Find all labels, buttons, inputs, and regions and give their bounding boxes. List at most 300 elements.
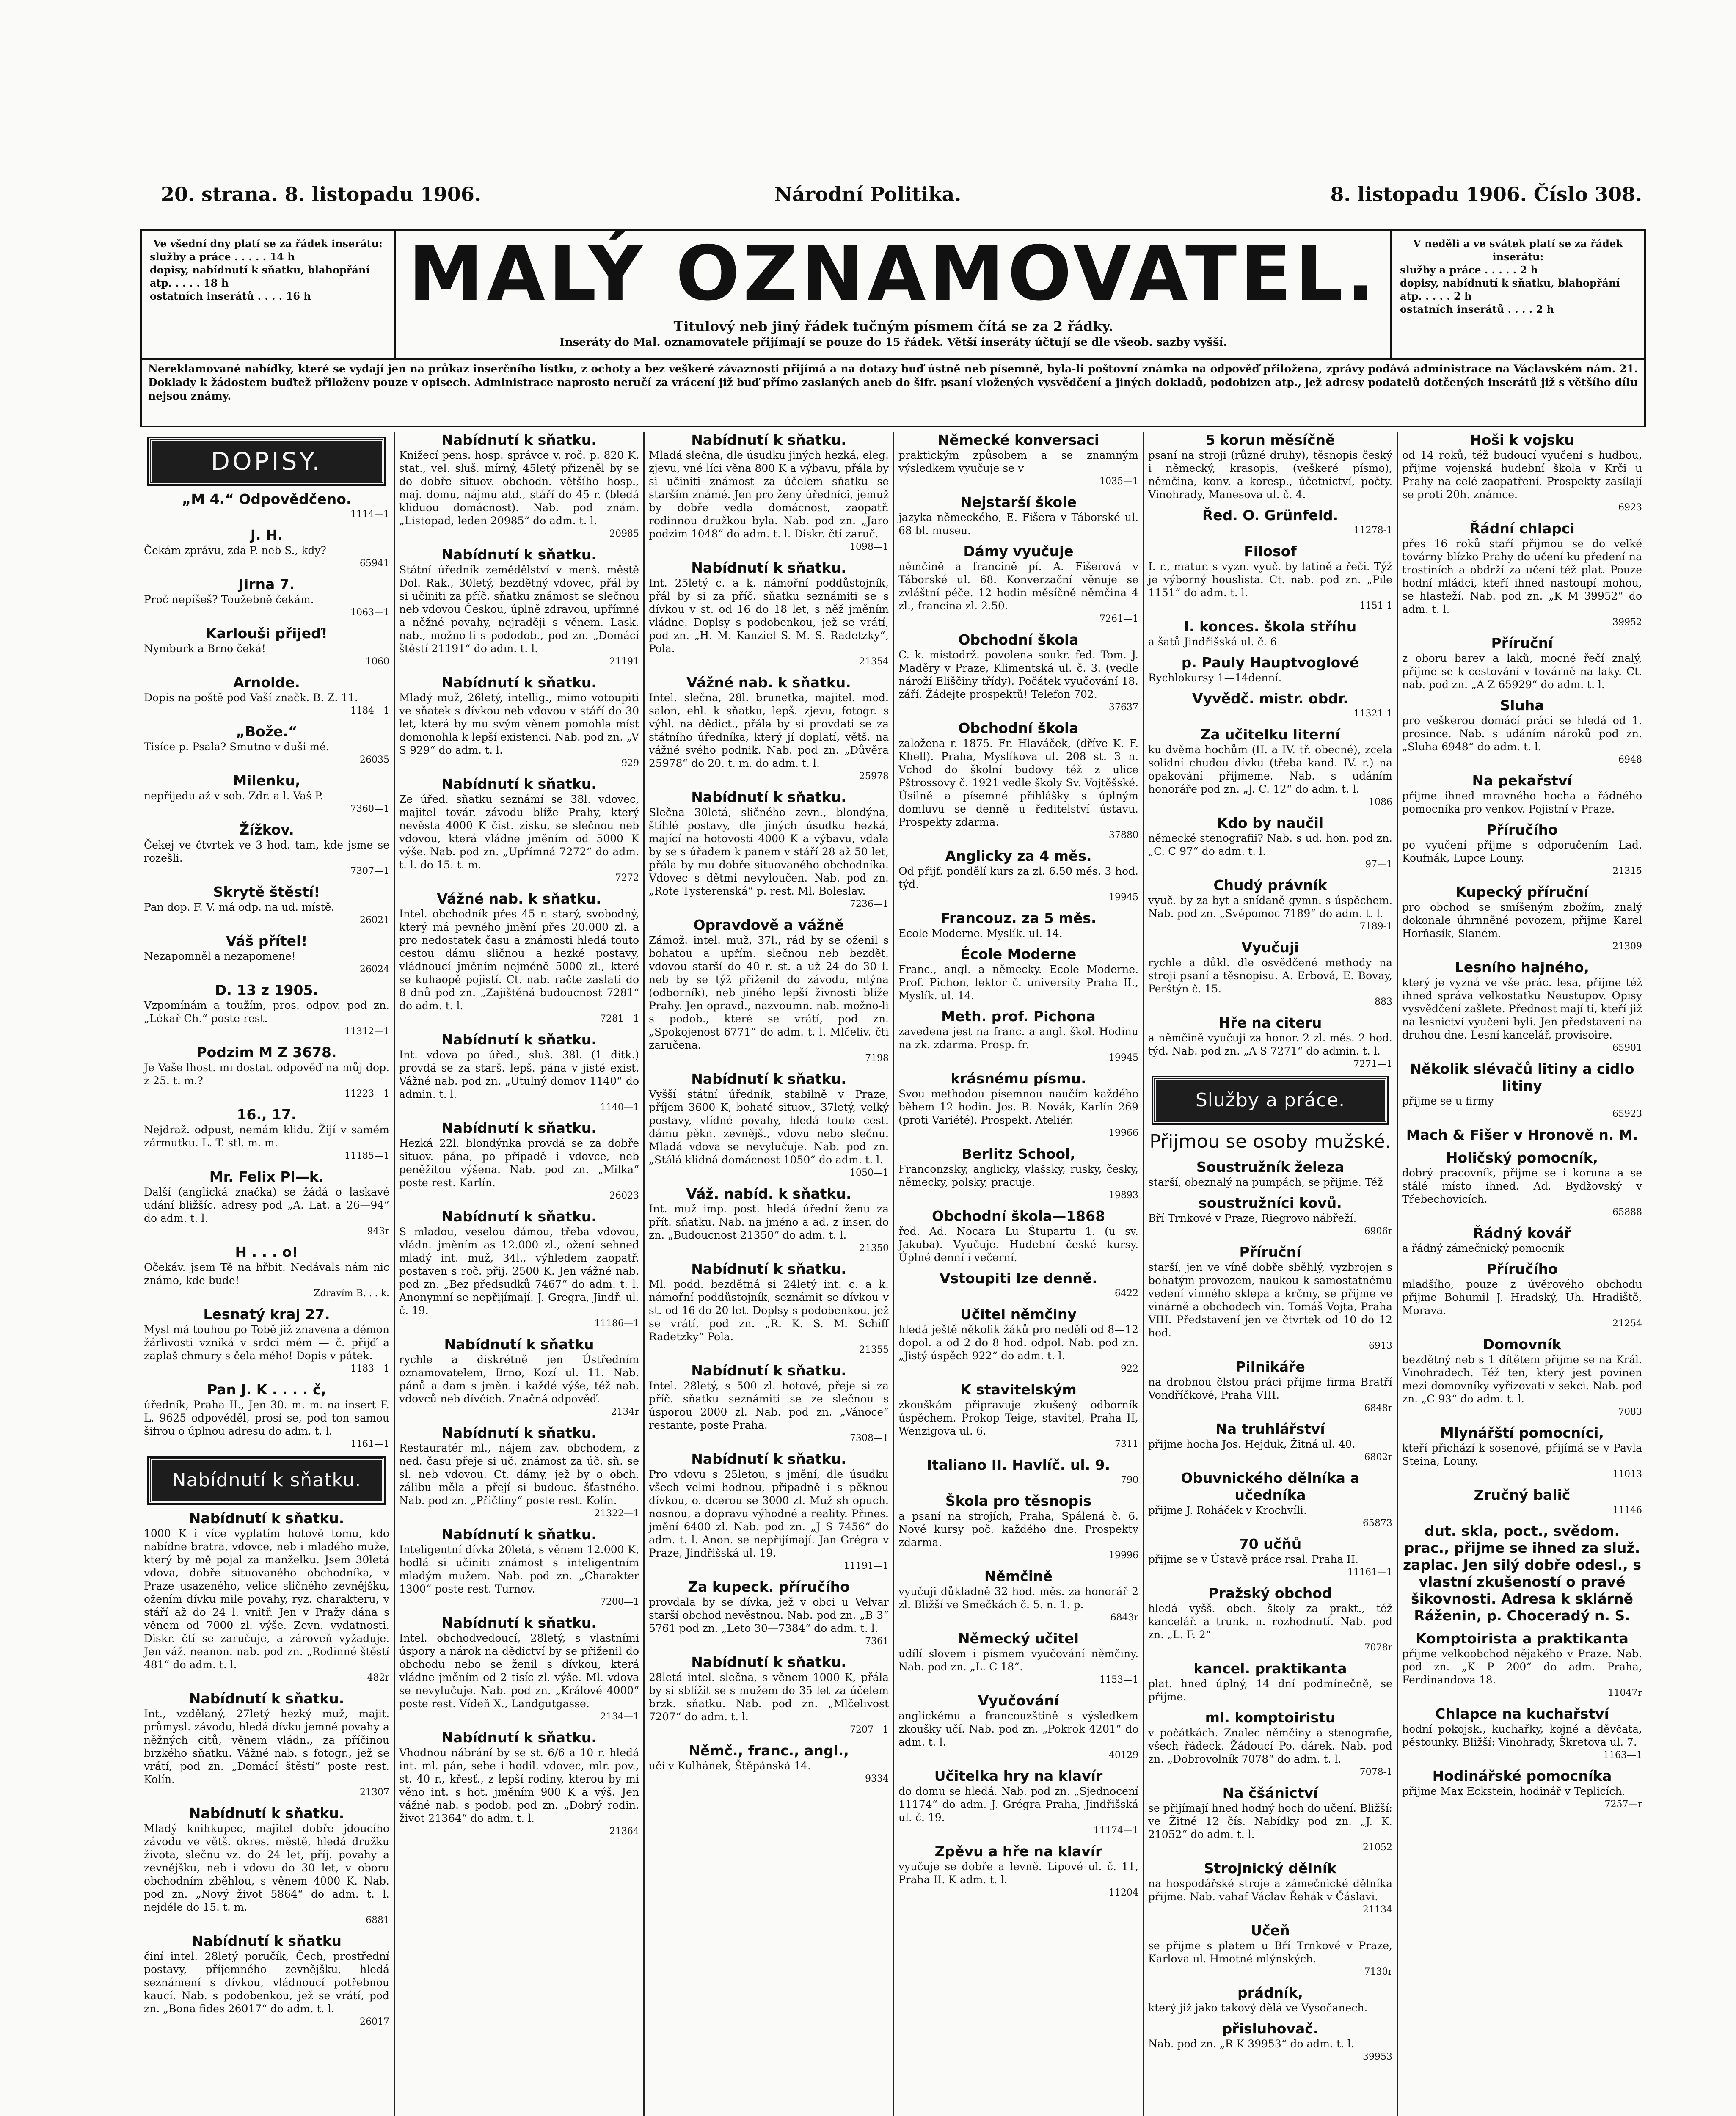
classified-ad bbox=[399, 1615, 639, 1723]
running-header bbox=[161, 183, 1642, 208]
ad-heading: Italiano II. Havlíč. ul. 9. bbox=[926, 1457, 1110, 1473]
page-title: MALÝ OZNAMOVATEL. bbox=[408, 230, 1378, 317]
ad-body: Int., vzdělaný, 27letý hezký muž, majit. průmysl. závodu, hledá dívku jemné povahy a něžných citů, věnem vládn., za příčinou brzkého sňatku. Vážné nab. s fotogr., jež se vrátí, pod zn. „Domácí štěstí“ poste rest. Kolín. bbox=[144, 1708, 389, 1785]
ad-code: 11185—1 bbox=[344, 1151, 389, 1161]
ad-code: 6913 bbox=[1369, 1341, 1392, 1351]
ad-code: 7281—1 bbox=[600, 1014, 639, 1024]
ad-body: Intel. obchodvedoucí, 28letý, s vlastními úspory a nárok na dědictví by se přiženil do obchodu nebo se ženil s dívkou, která vládne jměním od 2 tisíc zl. výše. Ml. vdova se nevylučuje. Nab. pod zn. „Králové 4000“ poste rest. Vídeň X., Landgutgasse. bbox=[399, 1632, 639, 1710]
ad-body: vyučuji důkladně 32 hod. měs. za honorář 2 zl. Bližší ve Smečkách č. 5. n. 1. p. bbox=[898, 1585, 1138, 1611]
ad-body: zkouškám připravuje zkušený odborník úspěchem. Prokop Teige, stavitel, Praha II, Wenzigova ul. 6. bbox=[898, 1399, 1138, 1437]
ad-body: přijme se v Ústavě práce rsal. Praha II. bbox=[1148, 1553, 1359, 1565]
ad-heading: Učitelka hry na klavír bbox=[934, 1768, 1103, 1784]
ad-code: 1098—1 bbox=[850, 542, 889, 552]
ad-heading: Opravdově a vážně bbox=[693, 917, 844, 933]
ad-code: 21354 bbox=[859, 656, 889, 667]
ad-heading: Sluha bbox=[1500, 697, 1544, 714]
ad-heading: Několik slévačů litiny a cidlo litiny bbox=[1410, 1061, 1634, 1094]
ad-code: 1184—1 bbox=[350, 705, 389, 716]
ad-heading: „M 4.“ Odpovědčeno. bbox=[182, 491, 352, 507]
ad-heading: Nabídnutí k sňatku. bbox=[441, 1031, 597, 1048]
ad-heading: ml. komptoiristu bbox=[1205, 1709, 1336, 1726]
ad-heading: Milenku, bbox=[233, 772, 300, 789]
classified-ad bbox=[399, 546, 639, 668]
ad-code: 7236—1 bbox=[850, 899, 889, 909]
classified-ad bbox=[144, 982, 389, 1038]
ad-body: zavedena jest na franc. a angl. škol. Hodinu na zk. zdarma. Prosp. fr. bbox=[898, 1025, 1138, 1051]
ad-body: Knižecí pens. hosp. správce v. roč. p. 820 K. stat., vel. sluš. mírný, 45letý přizeněl by se do dobře situov. obchodn. většího hosp., maj. domu, nájmu atd., stáří do 45 r. (bledá kliduou domácnost). Nab. pod znám. „Listopad, leden 20985“ do adm. t. l. bbox=[399, 449, 639, 527]
ad-body: Franc., angl. a německy. Ecole Moderne. Prof. Pichon, lektor č. university Praha II., Myslík. ul. 14. bbox=[898, 963, 1138, 1002]
ad-heading: Arnolde. bbox=[233, 674, 300, 691]
ad-code: 2134r bbox=[611, 1407, 639, 1417]
ad-body: činí intel. 28letý poručík, Čech, prostřední postavy, příjemného zevnějšku, hledá seznámení s dívkou, vládnoucí potřebnou kaucí. Nab. s podobenkou, jež se vrátí, pod zn. „Bona fides 26017“ do adm. t. l. bbox=[144, 1950, 389, 2015]
ad-body: Nejdraž. odpust, nemám klidu. Žijí v samém zármutku. L. T. stl. m. m. bbox=[144, 1124, 389, 1149]
ad-heading: Řádný kovář bbox=[1473, 1225, 1571, 1241]
ad-heading: Soustružník železa bbox=[1196, 1159, 1345, 1175]
classified-ad bbox=[898, 1146, 1138, 1202]
classified-ad bbox=[1402, 1705, 1642, 1762]
ad-heading: Hoši k vojsku bbox=[1470, 432, 1574, 448]
ad-body: Bří Trnkové v Praze, Riegrovo nábřeží. bbox=[1148, 1212, 1357, 1224]
classified-ad bbox=[1402, 1225, 1642, 1255]
ad-heading: Vyučuji bbox=[1241, 939, 1299, 956]
ad-body: starší, jen ve víně dobře sběhlý, vyzbrojen s bohatým provozem, naukou k samostatnému vedení vinného sklepa a krčmy, se přijme ve vinárně a obchodech vin. Tomáš Vojta, Praha VIII. Představení jen ve čtvrtek od 10 do 12 hod. bbox=[1148, 1261, 1392, 1339]
classified-ad bbox=[1148, 1244, 1392, 1353]
ad-body: I. r., matur. s vyzn. vyuč. by latině a řeči. Týž je výborný houslista. Ct. nab. pod zn. „Pile 1151“ do adm. t. l. bbox=[1148, 560, 1392, 599]
classified-ad bbox=[649, 1071, 889, 1179]
ad-body: Svou methodou písemnou naučím každého během 12 hodin. Jos. B. Novák, Karlín 269 (proti Variété). Prospekt. Ateliér. bbox=[898, 1088, 1138, 1126]
ad-heading: 70 učňů bbox=[1239, 1536, 1302, 1552]
ad-code: 11161—1 bbox=[1347, 1567, 1392, 1578]
classified-ad bbox=[1402, 772, 1642, 816]
ad-code: 26035 bbox=[360, 755, 389, 765]
classified-ad bbox=[649, 1451, 889, 1573]
ad-code: 7198 bbox=[865, 1053, 889, 1064]
ad-body: udílí slovem i písmem vyučování němčiny. Nab. pod zn. „L. C 18“. bbox=[898, 1648, 1138, 1673]
ad-body: z oboru barev a laků, mocné řečí znalý, přijme se k cestování v továrně na laky. Ct. nab. pod zn. „A Z 65929“ do adm. t. l. bbox=[1402, 652, 1642, 691]
rate-row: ostatních inserátů . . . . 2 h bbox=[1400, 303, 1554, 315]
classified-ad bbox=[144, 625, 389, 668]
classified-ad bbox=[144, 527, 389, 570]
ad-heading: Učitel němčiny bbox=[960, 1306, 1077, 1322]
ad-body: Nymburk a Brno čeká! bbox=[144, 642, 266, 655]
classified-ad bbox=[1148, 618, 1392, 648]
ad-code: 7257—r bbox=[1604, 1799, 1642, 1810]
ad-heading: Obchodní škola bbox=[958, 720, 1079, 736]
ad-code: 11321-1 bbox=[1353, 708, 1392, 719]
ad-heading: Filosof bbox=[1244, 543, 1297, 559]
classified-ad bbox=[898, 1008, 1138, 1064]
classified-ad bbox=[898, 1692, 1138, 1762]
classified-ad bbox=[898, 848, 1138, 904]
ad-code: 21052 bbox=[1363, 1842, 1392, 1853]
classified-ad bbox=[144, 1044, 389, 1100]
ad-heading: Příruční bbox=[1239, 1244, 1301, 1260]
ad-body: Vzpomínám a toužím, pros. odpov. pod zn. „Lékař Ch.“ poste rest. bbox=[144, 999, 389, 1025]
ad-heading: dut. skla, poct., svědom. prac., přijme se ihned za služ. zaplac. Jen silý dobře odesl., s vlastní zkušeností o pravé šikovnosti. Adresa k sklárně Ráženin, p. Choceradý n. S. bbox=[1403, 1523, 1642, 1624]
ad-heading: Na truhlářství bbox=[1215, 1421, 1325, 1437]
classified-ad bbox=[649, 1579, 889, 1648]
classified-ad bbox=[1148, 1585, 1392, 1654]
ad-body: vyučuje se dobře a levně. Lipové ul. č. 11, Praha II. K adm. t. l. bbox=[898, 1860, 1138, 1886]
ad-code: 19966 bbox=[1109, 1128, 1138, 1138]
ad-body: Mladá slečna, dle úsudku jiných hezká, eleg. zjevu, vné líci věna 800 K a výbavu, přála by si učiniti známost za účelem sňatku se starším známé. Jen pro ženy úředníci, jemuž by dobře vedla domácnost, zaopatř. rodinnou družkou byla. Nab. pod zn. „Jaro podzim 1048“ do adm. t. l. Diskr. čtí zaruč. bbox=[649, 449, 889, 540]
ad-body: psaní na stroji (různé druhy), těsnopis český i německý, krasopis, (veškeré písmo), němčina, konv. a koresp., účetnictví, počty. Vinohrady, Manesova ul. č. 4. bbox=[1148, 449, 1392, 501]
classified-ad bbox=[144, 491, 389, 521]
ad-list bbox=[1402, 432, 1642, 1811]
ad-body: Od přijf. pondělí kurs za zl. 6.50 měs. 3 hod. týd. bbox=[898, 865, 1138, 890]
ad-code: 65941 bbox=[360, 558, 389, 569]
classified-ad bbox=[898, 946, 1138, 1002]
ad-code: 20985 bbox=[609, 529, 639, 539]
ad-code: 6843r bbox=[1110, 1612, 1138, 1623]
ad-code: 7360—1 bbox=[350, 804, 389, 814]
ad-code: 1060 bbox=[366, 656, 389, 667]
ad-body: hledá vyšš. obch. školy za prakt., též kancelář. a trunk. n. rozhodnutí. Nab. pod zn. „L. F. 2“ bbox=[1148, 1602, 1392, 1641]
column-4 bbox=[893, 432, 1143, 2116]
title-subtitle: Titulový neb jiný řádek tučným písmem čítá se za 2 řádky. bbox=[673, 318, 1113, 334]
ad-body: vyuč. by za byt a snídaně gymn. s úspěchem. Nab. pod zn. „Svépomoc 7189“ do adm. t. l. bbox=[1148, 894, 1392, 920]
ad-code: 65923 bbox=[1612, 1109, 1642, 1119]
ad-heading: K stavitelským bbox=[960, 1381, 1077, 1398]
ad-code: 1050—1 bbox=[850, 1168, 889, 1178]
ad-heading: přisluhovač. bbox=[1222, 2020, 1319, 2037]
ad-body: Slečna 30letá, sličného zevn., blondýna, štíhlé postavy, dle jiných úsudku hezká, mající na hotovosti 4000 K a výbavu, vdala by se s úřadem k panem v stáří 28 až 50 let, přála by mu dobře situovaného obchodníka. Vdovec s dětmi nevyloučen. Nab. pod zn. „Rote Tysterenská“ p. rest. Ml. Boleslav. bbox=[649, 806, 889, 897]
classified-ad bbox=[1148, 2020, 1392, 2064]
ad-heading: Mlynářští pomocníci, bbox=[1440, 1424, 1604, 1441]
classified-ad bbox=[898, 1768, 1138, 1837]
administration-notice: Nereklamované nabídky, které se vydají jen na průkaz inserčního lístku, z ochoty a bez veškeré závaznosti přijímá a na dotazy buď ústně neb písemně, byla-li poštovní známka na odpověď přiložena, zprávy podává administrace na Václavském nám. 21. Doklady k žádostem buďtež přiloženy pouze v opisech. Administrace naprosto neručí za vrácení již buď přímo zaslaných aneb do šifr. psaní vložených vysvědčení a jiných dokladů, podobizen atp., jež adresy podatelů dotčených inserátů již s většího dílu nejsou známy. bbox=[142, 358, 1644, 426]
ad-heading: „Bože.“ bbox=[236, 723, 298, 740]
classified-ad bbox=[1148, 1785, 1392, 1854]
ad-body: anglickému a francouzštině s výsledkem zkoušky učí. Nab. pod zn. „Pokrok 4201“ do adm. t. l. bbox=[898, 1710, 1138, 1748]
ad-heading: Lesního hajného, bbox=[1455, 959, 1590, 975]
classified-ad bbox=[898, 1493, 1138, 1562]
classified-ad bbox=[1402, 1487, 1642, 1517]
classified-ad bbox=[898, 631, 1138, 714]
ad-body: Mladý muž, 26letý, intellig., mimo votoupiti ve sňatek s dívkou neb vdovou v stáří do 30 let, která by mu svým věnem pomohla míst domonohla k lepší existenci. Nab. pod zn. „V S 929“ do adm. t. l. bbox=[399, 692, 639, 756]
ad-body: a šatů Jindřišská ul. č. 6 bbox=[1148, 636, 1277, 648]
ad-body: Čekej ve čtvrtek ve 3 hod. tam, kde jsme se rozešli. bbox=[144, 839, 389, 864]
ad-body: Další (anglická značka) se žádá o laskavé udání bližšíc. adresy pod „A. Lat. a 26—94“ do adm. t. l. bbox=[144, 1186, 389, 1224]
ad-code: 1151-1 bbox=[1359, 601, 1392, 611]
ad-heading: Nabídnutí k sňatku. bbox=[441, 432, 597, 448]
ad-body: Ml. podd. bezdětná si 24letý int. c. a k. námořní poddůstojník, seznámit se dívkou v st. od 16 do 20 let. Doplsy s podobenkou, jež se vrátí, pod zn. „R. K. S. M. Schiff Radetzky“ Pola. bbox=[649, 1278, 889, 1343]
classified-ad bbox=[1148, 1536, 1392, 1579]
classified-ad bbox=[399, 776, 639, 884]
ad-body: S mladou, veselou dámou, třeba vdovou, vládn. jměním as 12.000 zl., ožení sehned mladý int. muž, 34l., výhledem zaopatř. postaven s roč. přij. 2500 K. Jen vážné nab. pod zn. „Bez předsudků 7467“ do adm. t. l. Anonymní se nepřijímají. J. Gregra, Jindř. ul. č. 19. bbox=[399, 1226, 639, 1317]
ad-heading: Příručího bbox=[1486, 821, 1558, 838]
ad-code: 1063—1 bbox=[350, 607, 389, 618]
ad-code: 6848r bbox=[1364, 1403, 1392, 1413]
ad-list bbox=[898, 432, 1138, 1899]
ad-heading: Obchodní škola—1868 bbox=[931, 1208, 1105, 1224]
ad-code: 11174—1 bbox=[1094, 1825, 1138, 1836]
ad-code: 1183—1 bbox=[350, 1364, 389, 1374]
ad-heading: Komptoirista a praktikanta bbox=[1416, 1630, 1629, 1647]
ad-heading: D. 13 z 1905. bbox=[215, 982, 318, 998]
ad-heading: Strojnický dělník bbox=[1204, 1860, 1337, 1876]
ad-heading: Škola pro těsnopis bbox=[945, 1493, 1092, 1509]
ad-body: pro veškerou domácí práci se hledá od 1. prosince. Nab. s udáním nároků pod zn. „Sluha 6948“ do adm. t. l. bbox=[1402, 714, 1642, 753]
ad-body: se přijímají hned hodný hoch do učení. Bližší: ve Žitné 12 čís. Nabídky pod zn. „J. K. 21052“ do adm. t. l. bbox=[1148, 1802, 1392, 1840]
ad-heading: Váž. nabíd. k sňatku. bbox=[686, 1185, 851, 1202]
rate-row: ostatních inserátů . . . . 16 h bbox=[150, 290, 311, 302]
ad-body: pro obchod se smíšeným zbožím, znalý dokonale úhrnněné povozem, přijme Karel Horňasík, Slaném. bbox=[1402, 901, 1642, 940]
ad-code: 97—1 bbox=[1365, 859, 1392, 870]
ad-code: 929 bbox=[621, 758, 639, 769]
ad-heading: Nabídnutí k sňatku. bbox=[441, 776, 597, 792]
classified-ad bbox=[1402, 1261, 1642, 1330]
ad-heading: I. konces. škola stříhu bbox=[1184, 618, 1357, 635]
classified-ad bbox=[1148, 1358, 1392, 1415]
ad-heading: Řed. O. Grünfeld. bbox=[1202, 507, 1339, 523]
section-header-nabidnuti: Nabídnutí k sňatku. bbox=[149, 1458, 384, 1503]
ad-code: 37637 bbox=[1109, 702, 1138, 713]
ad-body: Mladý knihkupec, majitel dobře jdoucího závodu ve větš. okres. městě, hledá družku života, slečnu vz. do 24 let, příj. povahy a zevnějšku, neb i vdovu do 30 let, v oboru obchodním zběhlou, s věnem 4000 K. Nab. pod zn. „Nový život 5864“ do adm. t. l. nejdéle do 15. t. m. bbox=[144, 1822, 389, 1913]
ad-body: Franconzsky, anglicky, vlašsky, rusky, česky, německy, polsky, pracuje. bbox=[898, 1163, 1138, 1188]
ad-heading: Obchodní škola bbox=[958, 631, 1079, 648]
ad-heading: Nabídnutí k sňatku. bbox=[441, 1424, 597, 1441]
ad-code: 9334 bbox=[865, 1774, 889, 1784]
classified-ad bbox=[1148, 543, 1392, 612]
ad-body: Int. vdova po úřed., sluš. 38l. (1 dítk.) provdá se za starš. lepš. pána v jisté exist. Vážné nab. pod zn. „Útulný domov 1140“ do admin. t. l. bbox=[399, 1049, 639, 1100]
classified-ad bbox=[649, 559, 889, 668]
ad-body: po vyučení přijme s odporučením Lad. Koufnák, Lupce Louny. bbox=[1402, 839, 1642, 864]
classified-ad bbox=[1402, 432, 1642, 514]
ad-heading: Nabídnutí k sňatku. bbox=[691, 1654, 846, 1670]
ad-body: Intel. slečna, 28l. brunetka, majitel. mod. salon, ehl. k sňatku, lepš. zjevu, fotogr. s výhl. na dědict., přála by si provdati se za státního úředníka, který jí doplatí, větš. na vážné svého podnik. Nab. pod zn. „Důvěra 25978“ do 20. t. m. do adm. t. l. bbox=[649, 692, 889, 769]
ad-code: 39952 bbox=[1612, 617, 1642, 628]
classified-ad bbox=[898, 1381, 1138, 1451]
ad-heading: J. H. bbox=[250, 527, 283, 543]
ad-heading: Učeň bbox=[1251, 1922, 1290, 1939]
ad-heading: Zpěvu a hře na klavír bbox=[934, 1843, 1102, 1860]
ad-body: 1000 K i více vyplatím hotově tomu, kdo nabídne bratra, vdovce, neb i mladého muže, který by mě pojal za manželku. Jsem 30letá vdova, dobře situovaného obchodníka, v Praze usazeného, velice sličného zevnějšku, ožením dívku mile povahy, ryz. charakteru, v stáří až do 24 l. vnitř. Jen v Pražy dána s věnem od 7000 zl. výše. Zevn. vydatnosti. Diskr. čtí se zaručuje, a zároveň vyžaduje. Jen váž. neanon. nab. pod zn. „Rodinné štěstí 481“ do adm. t. l. bbox=[144, 1527, 389, 1671]
classified-ad bbox=[1402, 884, 1642, 953]
ad-code: 21322—1 bbox=[594, 1508, 639, 1519]
ad-body: přijme ihned mravného hocha a řádného pomocníka pro venkov. Pojistní v Praze. bbox=[1402, 790, 1642, 815]
ad-heading: 5 korun měsíčně bbox=[1205, 432, 1335, 448]
ad-heading: Kupecký příruční bbox=[1455, 884, 1589, 900]
section-header-sluzby: Služby a práce. bbox=[1153, 1077, 1387, 1123]
ad-code: 1163—1 bbox=[1603, 1750, 1642, 1761]
ad-body: v počátkách. Znalec němčiny a stenografie, všech řádeck. Žádoucí Po. dárek. Nab. pod zn. „Dobrovolník 7078“ do adm. t. l. bbox=[1148, 1727, 1392, 1765]
ad-heading: 16., 17. bbox=[237, 1106, 297, 1123]
ad-body: Proč nepíšeš? Toužebně čekám. bbox=[144, 593, 314, 606]
ad-heading: Pilnikáře bbox=[1235, 1358, 1305, 1375]
ad-code: 922 bbox=[1121, 1364, 1138, 1374]
ad-heading: Nabídnutí k sňatku. bbox=[691, 432, 846, 448]
ad-body: Ze úřed. sňatku seznámí se 38l. vdovec, majitel továr. závodu blíže Prahy, který nevěsta 4000 K čist. zisku, se slečnou neb vdovou, která vládne jměním od 5000 K výše. Nab. pod zn. „Upřímná 7272“ do adm. t. l. do 15. t. m. bbox=[399, 793, 639, 871]
ad-heading: Meth. prof. Pichona bbox=[941, 1008, 1096, 1025]
classified-ad bbox=[1402, 1523, 1642, 1624]
ad-body: a psaní na strojích, Praha, Spálená č. 6. Nové kursy poč. každého dne. Prospekty zdarma. bbox=[898, 1510, 1138, 1548]
classified-ad bbox=[144, 1381, 389, 1451]
ad-body: němčině a francině pí. A. Fišerová v Táborské ul. 68. Konverzační věnuje se zvláštní péče. 12 hodin měsíčně němčina 4 zl., francina zl. 2.50. bbox=[898, 560, 1138, 612]
ad-body: od 14 roků, též budoucí vyučení s hudbou, přijme vojenská hudební škola v Krči u Prahy na celé zaopatření. Prospekty zasílají se proti 20h. známce. bbox=[1402, 449, 1642, 501]
ad-code: 37880 bbox=[1109, 830, 1138, 840]
ad-code: 19945 bbox=[1109, 1052, 1138, 1063]
ad-heading: krásnému písmu. bbox=[951, 1070, 1086, 1087]
ad-code: 7130r bbox=[1364, 1967, 1392, 1977]
ad-code: 7307—1 bbox=[350, 866, 389, 876]
ad-body: C. k. místodrž. povolena soukr. fed. Tom. J. Maděry v Praze, Klimentská ul. č. 3. (vedle nároží Eliščiny třídy). Počátek vyučování 18. září. Žádejte prospektů! Telefon 702. bbox=[898, 649, 1138, 700]
ad-body: 28letá intel. slečna, s věnem 1000 K, přála by si sblížit se s mužem do 35 let za účelem brzk. sňatku. Nab. pod zn. „Mlčelivost 7207“ do adm. t. l. bbox=[649, 1671, 889, 1723]
classified-ad bbox=[1148, 432, 1392, 501]
classified-ad bbox=[1148, 1421, 1392, 1464]
ad-body: Ecole Moderne. Myslík. ul. 14. bbox=[898, 927, 1063, 940]
classified-ad bbox=[898, 543, 1138, 625]
ad-list bbox=[144, 491, 389, 1451]
ad-code: 7272 bbox=[615, 873, 639, 883]
ad-code: 26017 bbox=[360, 2017, 389, 2027]
ad-code: 7078-1 bbox=[1359, 1767, 1392, 1777]
classified-ad bbox=[1148, 1159, 1392, 1189]
classified-ad bbox=[1148, 1709, 1392, 1779]
classified-ad bbox=[898, 432, 1138, 488]
ad-body: Státní úředník zemědělství v menš. městě Dol. Rak., 30letý, bezdětný vdovec, přál by si učiniti za příč. sňatku známost se slečnou neb vdovou Českou, úplně zdravou, upřímné a něžné povahy, nejraději s věnem. Lask. nab., možno-li s pododob., pod zn. „Domácí štěstí 21191“ do adm. t. l. bbox=[399, 564, 639, 655]
ad-body: Int. 25letý c. a k. námořní poddůstojník, přál by si za příč. sňatku seznámiti se s dívkou v st. od 16 do 18 let, s něž jměním vládne. Doplsy s podobenkou, jež se vrátí, pod zn. „H. M. Kanziel S. M. S. Radetzky“, Pola. bbox=[649, 577, 889, 655]
ad-heading: Francouz. za 5 měs. bbox=[940, 910, 1097, 926]
ad-heading: Za kupeck. příručího bbox=[688, 1579, 850, 1595]
classified-ad bbox=[144, 933, 389, 976]
ad-code: 6906r bbox=[1364, 1226, 1392, 1237]
ad-code: 19945 bbox=[1109, 892, 1138, 903]
ad-body: Int. muž imp. post. hledá úřední ženu za přít. sňatku. Nab. na jméno a ad. z inser. do zn. „Budoucnost 21350“ do adm. t. l. bbox=[649, 1203, 889, 1241]
ad-heading: Jirna 7. bbox=[238, 576, 295, 592]
classified-ad bbox=[898, 1070, 1138, 1140]
ad-body: jazyka německého, E. Fišera v Táborské ul. 68 bl. museu. bbox=[898, 511, 1138, 537]
ad-heading: Holičský pomocník, bbox=[1446, 1149, 1598, 1166]
ad-body: Nab. pod zn. „R K 39953“ do adm. t. l. bbox=[1148, 2038, 1354, 2050]
ad-body: úředník, Praha II., Jen 30. m. m. na insert F. L. 9625 odpověděl, prosí se, pod ton samou šifrou o úplnou adresu do adm. t. l. bbox=[144, 1399, 389, 1437]
ad-heading: Vážné nab. k sňatku. bbox=[437, 890, 601, 907]
column-1 bbox=[140, 432, 394, 2116]
classified-ad bbox=[1148, 690, 1392, 720]
classified-ad bbox=[1402, 635, 1642, 691]
ad-body: na drobnou člstou práci přijme firma Bratří Vondříčkové, Praha VIII. bbox=[1148, 1376, 1392, 1401]
ad-heading: Vyučování bbox=[978, 1692, 1059, 1709]
ad-code: 26024 bbox=[360, 964, 389, 975]
ad-body: ku dvěma hochům (II. a IV. tř. obecné), zcela solidní chudou dívku (třeba kand. IV. r.) na opakování přijmeme. Nab. s udáním honoráře pod zn. „J. C. 12“ do adm. t. l. bbox=[1148, 744, 1392, 795]
ad-code: 65873 bbox=[1363, 1518, 1392, 1529]
ad-code: 7207—1 bbox=[850, 1725, 889, 1735]
classified-ad bbox=[898, 1270, 1138, 1300]
ad-body: Zámož. intel. muž, 37l., rád by se oženil s bohatou a upřím. slečnou neb bezdět. vdovou starší do 40 r. st. a už 24 do 30 l. neb by se týž přiženil do závodu, mlýna (odborník), neb jiného lepší živnosti blíže Prahy. Jen opravd., nazvoumn. nab. možno-li s podob., které se vrátí, pod zn. „Spokojenost 6771“ do adm. t. l. Mlčeliv. čti zaručena. bbox=[649, 934, 889, 1051]
ad-code: 7308—1 bbox=[850, 1433, 889, 1444]
ad-body: Vhodnou nábrání by se st. 6/6 a 10 r. hledá int. ml. pán, sebe i hodil. vdovec, mlr. pov., st. 40 r., křesť., z lepší rodiny, kterou by mi věno int. s hot. jměním 900 K a výš. Jen vážné nab. s podob. pod zn. „Dobrý rodin. život 21364“ do adm. t. l. bbox=[399, 1747, 639, 1824]
ad-heading: Anglicky za 4 měs. bbox=[945, 848, 1092, 864]
ad-heading: Nabídnutí k sňatku. bbox=[441, 1615, 597, 1631]
classified-ad bbox=[144, 1244, 389, 1300]
header-left: 20. strana. 8. listopadu 1906. bbox=[161, 183, 481, 206]
classified-ad bbox=[649, 1362, 889, 1445]
classified-ad bbox=[1148, 507, 1392, 537]
ad-body: plat. hned úplný, 14 dní podmínečně, se přijme. bbox=[1148, 1678, 1392, 1703]
classified-ad bbox=[1402, 821, 1642, 878]
classified-ad bbox=[1148, 939, 1392, 1008]
ad-heading: Nabídnutí k sňatku. bbox=[691, 1451, 846, 1467]
ad-heading: Domovník bbox=[1482, 1336, 1562, 1353]
ad-code: 482r bbox=[367, 1672, 389, 1683]
classified-ad bbox=[898, 1306, 1138, 1375]
ad-body: Vyšší státní úředník, stabilně v Praze, příjem 3600 K, bohaté situov., 37letý, velký postavy, vlídné povahy, hledá touto cest. dámu pěkn. zevnějš., vdovu nebo slečnu. Mladá vdova se nevylučuje. Nab. pod zn. „Stálá klidná domácnost 1050“ do adm. t. l. bbox=[649, 1088, 889, 1166]
ad-list bbox=[1148, 432, 1392, 1071]
classified-ad bbox=[399, 1208, 639, 1330]
ad-code: 11146 bbox=[1612, 1505, 1642, 1515]
classified-ad bbox=[649, 1185, 889, 1255]
ad-code: 1161—1 bbox=[350, 1439, 389, 1449]
ad-body: Čekám zprávu, zda P. neb S., kdy? bbox=[144, 544, 327, 557]
classified-ad bbox=[144, 1168, 389, 1238]
ad-heading: Berlitz School, bbox=[962, 1146, 1075, 1162]
classified-ad bbox=[649, 1742, 889, 1785]
ad-code: 11278-1 bbox=[1353, 525, 1392, 536]
classified-ad bbox=[1148, 815, 1392, 871]
ad-code: 11204 bbox=[1109, 1887, 1138, 1898]
ad-code: Zdravím B. . . k. bbox=[314, 1288, 389, 1299]
masthead bbox=[140, 229, 1646, 427]
classified-ad bbox=[1148, 1984, 1392, 2014]
ad-code: 40129 bbox=[1109, 1750, 1138, 1761]
classified-ad bbox=[1148, 1014, 1392, 1071]
column-3 bbox=[643, 432, 893, 2116]
rate-heading: V neděli a ve svátek platí se za řádek inserátu: bbox=[1413, 237, 1623, 263]
classified-ad bbox=[144, 674, 389, 717]
ad-code: 6422 bbox=[1115, 1288, 1138, 1299]
classified-ad bbox=[1402, 697, 1642, 766]
ad-code: 21350 bbox=[859, 1243, 889, 1254]
ad-heading: Nabídnutí k sňatku bbox=[444, 1336, 594, 1353]
classified-ad bbox=[898, 720, 1138, 842]
classified-ad bbox=[399, 1336, 639, 1419]
classified-ad bbox=[1148, 1922, 1392, 1978]
ad-body: založena r. 1875. Fr. Hlaváček, (dříve K. F. Khell). Praha, Myslíkova ul. 208 st. 3 n. Vchod do školní budovy též z ulice Pštrossovy č. 1921 vedle školy Sv. Vojtěšské. Úsilně a písemné přihlášky s úplným domluvu se denně u ředitelství ústavu. Prospekty zdarma. bbox=[898, 737, 1138, 828]
ad-heading: Nabídnutí k sňatku. bbox=[189, 1510, 344, 1526]
ad-heading: Příruční bbox=[1491, 635, 1553, 651]
classified-ad bbox=[144, 821, 389, 878]
classified-ad bbox=[144, 1510, 389, 1684]
ad-heading: Mr. Felix Pl—k. bbox=[209, 1168, 324, 1185]
ad-code: 6923 bbox=[1618, 502, 1642, 513]
ad-heading: Obuvnického dělníka a učedníka bbox=[1181, 1470, 1360, 1503]
ad-heading: Vyvědč. mistr. obdr. bbox=[1192, 690, 1348, 707]
ad-code: 2134—1 bbox=[600, 1711, 639, 1722]
classified-ad bbox=[399, 1120, 639, 1202]
ad-code: 7078r bbox=[1364, 1642, 1392, 1653]
ad-heading: Nejstarší škole bbox=[960, 494, 1077, 510]
ad-body: do domu se hledá. Nab. pod zn. „Sjednocení 11174“ do adm. J. Grégra Praha, Jindřišská ul. č. 19. bbox=[898, 1785, 1138, 1824]
classified-ad bbox=[898, 1208, 1138, 1264]
ad-heading: Za učitelku literní bbox=[1200, 726, 1340, 743]
classified-ad bbox=[649, 432, 889, 554]
classified-ad bbox=[144, 576, 389, 619]
classified-ad bbox=[399, 890, 639, 1025]
classified-ad bbox=[144, 1933, 389, 2028]
column-5 bbox=[1143, 432, 1397, 2116]
ad-body: Nezapomněl a nezapomene! bbox=[144, 950, 296, 962]
ad-heading: Karlouši přijeď! bbox=[206, 625, 328, 642]
ad-body: mladšího, pouze z úvěrového obchodu přijme Bohumil J. Hradský, Uh. Hradiště, Morava. bbox=[1402, 1278, 1642, 1317]
ad-heading: Nabídnutí k sňatku. bbox=[691, 789, 846, 805]
ad-code: 19996 bbox=[1109, 1550, 1138, 1561]
ad-body: Tisíce p. Psala? Smutno v duši mé. bbox=[144, 741, 329, 753]
header-right: 8. listopadu 1906. Číslo 308. bbox=[1330, 183, 1642, 206]
rate-row: služby a práce . . . . . 14 h bbox=[150, 251, 295, 263]
ad-code: 21364 bbox=[609, 1826, 639, 1837]
ad-body: hledá ještě několik žáků pro neděli od 8—12 dopol. a od 2 do 8 hod. odpol. Nab. pod zn. „Jistý úspěch 922“ do adm. t. l. bbox=[898, 1323, 1138, 1362]
rate-heading: Ve všední dny platí se za řádek inserátu: bbox=[153, 237, 383, 250]
